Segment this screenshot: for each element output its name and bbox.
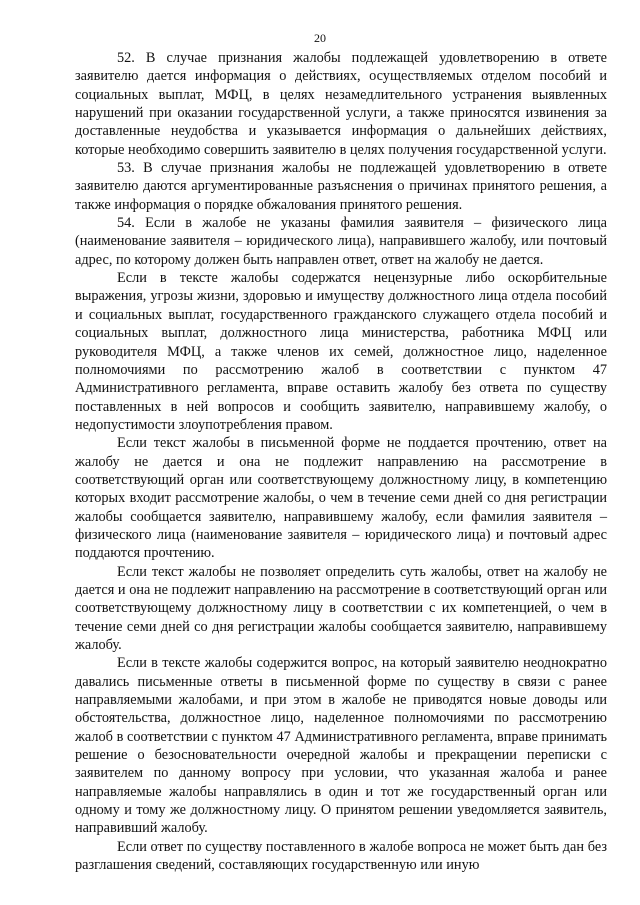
paragraph-offensive-content: Если в тексте жалобы содержатся нецензурные либо оскорбительные выражения, угрозы жизни, здоровью и имуществу должностного лица отдела пособий и социальных выплат, государственного гражданского служащего отдела пособий и социальных выплат, должностного лица министерства, работника МФЦ или руководителя МФЦ, а также членов их семей, должностное лицо, наделенное полномочиями по рассмотрению жалоб в соответствии с пунктом 47 Административного регламента, вправе оставить жалобу без ответа по существу поставленных в ней вопросов и сообщить заявителю, направившему жалобу, о недопустимости злоупотребления правом. [75, 270, 607, 433]
paragraph-undefined-essence: Если текст жалобы не позволяет определить суть жалобы, ответ на жалобу не дается и она не подлежит направлению на рассмотрение в соответствующий орган или соответствующему должностному лицу в соответствии с их компетенцией, о чем в течение семи дней со дня регистрации жалобы сообщается заявителю, направившему жалобу. [75, 563, 607, 653]
page-number: 20 [314, 31, 326, 45]
document-body [75, 49, 607, 874]
paragraph-54: 54. Если в жалобе не указаны фамилия заявителя – физического лица (наименование заявителя – юридического лица), направившего жалобу, или почтовый адрес, по которому должен быть направлен ответ, ответ на жалобу не дается. [75, 215, 607, 268]
paragraph-53: 53. В случае признания жалобы не подлежащей удовлетворению в ответе заявителю даются аргументированные разъяснения о причинах принятого решения, а также информация о порядке обжалования принятого решения. [75, 160, 607, 213]
paragraph-52: 52. В случае признания жалобы подлежащей удовлетворению в ответе заявителю дается информация о действиях, осуществляемых отделом пособий и социальных выплат, МФЦ, в целях незамедлительного устранения выявленных нарушений при оказании государственной услуги, а также приносятся извинения за доставленные неудобства и указывается информация о дальнейших действиях, которые необходимо совершить заявителю в целях получения государственной услуги. [75, 50, 607, 158]
paragraph-repeated-question: Если в тексте жалобы содержится вопрос, на который заявителю неоднократно давались письменные ответы в письменной форме по существу в связи с ранее направляемыми жалобами, и при этом в жалобе не приводятся новые доводы или обстоятельства, должностное лицо, наделенное полномочиями по рассмотрению жалоб в соответствии с пунктом 47 Административного регламента, вправе принимать решение о безосновательности очередной жалобы и прекращении переписки с заявителем по данному вопросу при условии, что указанная жалоба и ранее направляемые жалобы направлялись в один и тот же государственный орган или одному и тому же должностному лицу. О принятом решении уведомляется заявитель, направивший жалобу. [75, 655, 607, 837]
paragraph-state-secret: Если ответ по существу поставленного в жалобе вопроса не может быть дан без разглашения сведений, составляющих государственную или иную [75, 838, 607, 874]
paragraph-unreadable-text: Если текст жалобы в письменной форме не поддается прочтению, ответ на жалобу не дается и она не подлежит направлению на рассмотрение в соответствующий орган или соответствующему должностному лицу, в компетенцию которых входит рассмотрение жалобы, о чем в течение семи дней со дня регистрации жалобы сообщается заявителю, направившему жалобу, если фамилия заявителя – физического лица (наименование заявителя – юридического лица) и почтовый адрес поддаются прочтению. [75, 435, 607, 562]
